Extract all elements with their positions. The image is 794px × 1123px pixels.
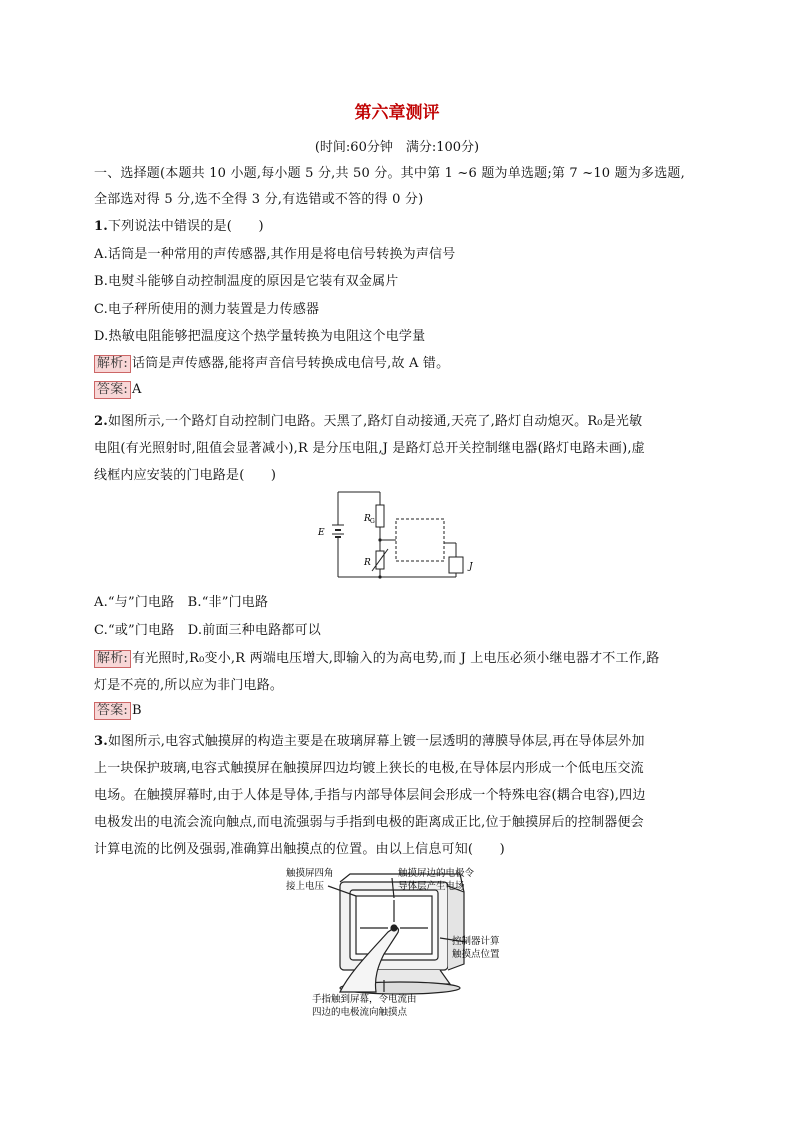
q3-stem-text1: 如图所示,电容式触摸屏的构造主要是在玻璃屏幕上镀一层透明的薄膜导体层,再在导体层外加 (107, 734, 645, 749)
q2-answer-text: B (131, 703, 142, 718)
label-r0: R (364, 514, 371, 524)
label-ctrl-1: 控制器计算 (452, 936, 500, 947)
q1-option-b: B.电熨斗能够自动控制温度的原因是它装有双金属片 (94, 274, 399, 289)
q1-answer (94, 381, 142, 399)
page-title: 第六章测评 (354, 103, 440, 123)
q2-stem-line2: 电阻(有光照射时,阻值会显著减小),R 是分压电阻,J 是路灯总开关控制继电器(路灯电路未画),虚 (94, 441, 645, 456)
q3-touchscreen-figure (280, 862, 530, 1022)
q3-stem-line2: 上一块保护玻璃,电容式触摸屏在触摸屏四边均镀上狭长的电极,在导体层内形成一个低电压交流 (94, 761, 644, 776)
q1-option-a: A.话筒是一种常用的声传感器,其作用是将电信号转换为声信号 (94, 247, 456, 262)
label-r0-sub: G (370, 518, 375, 525)
answer-tag: 答案: (94, 381, 131, 399)
q2-circuit-diagram (312, 485, 492, 585)
q1-analysis-text: 话筒是声传感器,能将声音信号转换成电信号,故 A 错。 (131, 356, 450, 371)
label-e: E (318, 528, 325, 538)
q2-options-cd: C.“或”门电路 D.前面三种电路都可以 (94, 623, 321, 638)
q2-stem-line3: 线框内应安装的门电路是( ) (94, 468, 277, 483)
q1-stem-text: 下列说法中错误的是( ) (107, 219, 264, 234)
section-instructions-line2: 全部选对得 5 分,选不全得 3 分,有选错或不答的得 0 分) (94, 192, 424, 207)
q2-analysis-line1 (94, 647, 659, 668)
q2-number: 2. (94, 414, 108, 429)
label-edge-2: 导体层产生电场 (398, 881, 465, 892)
label-edge-1: 触摸屏边的电极令 (398, 868, 475, 879)
q1-option-d: D.热敏电阻能够把温度这个热学量转换为电阻这个电学量 (94, 329, 426, 344)
q1-answer-text: A (131, 382, 142, 397)
label-finger-2: 四边的电极流向触摸点 (312, 1007, 408, 1018)
q2-answer (94, 702, 142, 720)
q1-stem (94, 215, 264, 234)
q2-stem-line1 (94, 410, 642, 429)
q2-analysis-text1: 有光照时,R₀变小,R 两端电压增大,即输入的为高电势,而 J 上电压必须小继电器才不工作,路 (131, 651, 660, 666)
q3-stem-line1 (94, 730, 645, 749)
answer-tag: 答案: (94, 702, 131, 720)
q1-number: 1. (94, 219, 108, 234)
q3-stem-line4: 电极发出的电流会流向触点,而电流强弱与手指到电极的距离成正比,位于触摸屏后的控制器便会 (94, 815, 644, 830)
exam-info: (时间:60分钟 满分:100分) (314, 140, 480, 155)
q1-analysis (94, 352, 449, 373)
q3-number: 3. (94, 734, 108, 749)
photoresistor-r0 (376, 505, 384, 527)
q2-options-ab: A.“与”门电路 B.“非”门电路 (94, 595, 269, 610)
label-finger-1: 手指触到屏幕，令电流由 (312, 994, 417, 1005)
relay-j (449, 557, 463, 573)
label-corner-1: 触摸屏四角 (286, 868, 334, 879)
label-j: J (469, 562, 473, 572)
analysis-tag: 解析: (94, 355, 131, 373)
label-corner-2: 接上电压 (286, 881, 325, 892)
q3-stem-line3: 电场。在触摸屏幕时,由于人体是导体,手指与内部导体层间会形成一个特殊电容(耦合电容),四边 (94, 788, 646, 803)
analysis-tag: 解析: (94, 650, 131, 668)
q1-option-c: C.电子秤所使用的测力装置是力传感器 (94, 302, 320, 317)
label-ctrl-2: 触摸点位置 (452, 949, 500, 960)
q2-analysis-line2: 灯是不亮的,所以应为非门电路。 (94, 678, 284, 693)
section-instructions-line1: 一、选择题(本题共 10 小题,每小题 5 分,共 50 分。其中第 1 ~6 题为单选题;第 7 ~10 题为多选题, (94, 166, 685, 181)
q3-stem-line5: 计算电流的比例及强弱,准确算出触摸点的位置。由以上信息可知( ) (94, 842, 505, 857)
label-r: R (364, 558, 371, 568)
q2-stem-text1: 如图所示,一个路灯自动控制门电路。天黑了,路灯自动接通,天亮了,路灯自动熄灭。R₀是光敏 (107, 414, 643, 429)
